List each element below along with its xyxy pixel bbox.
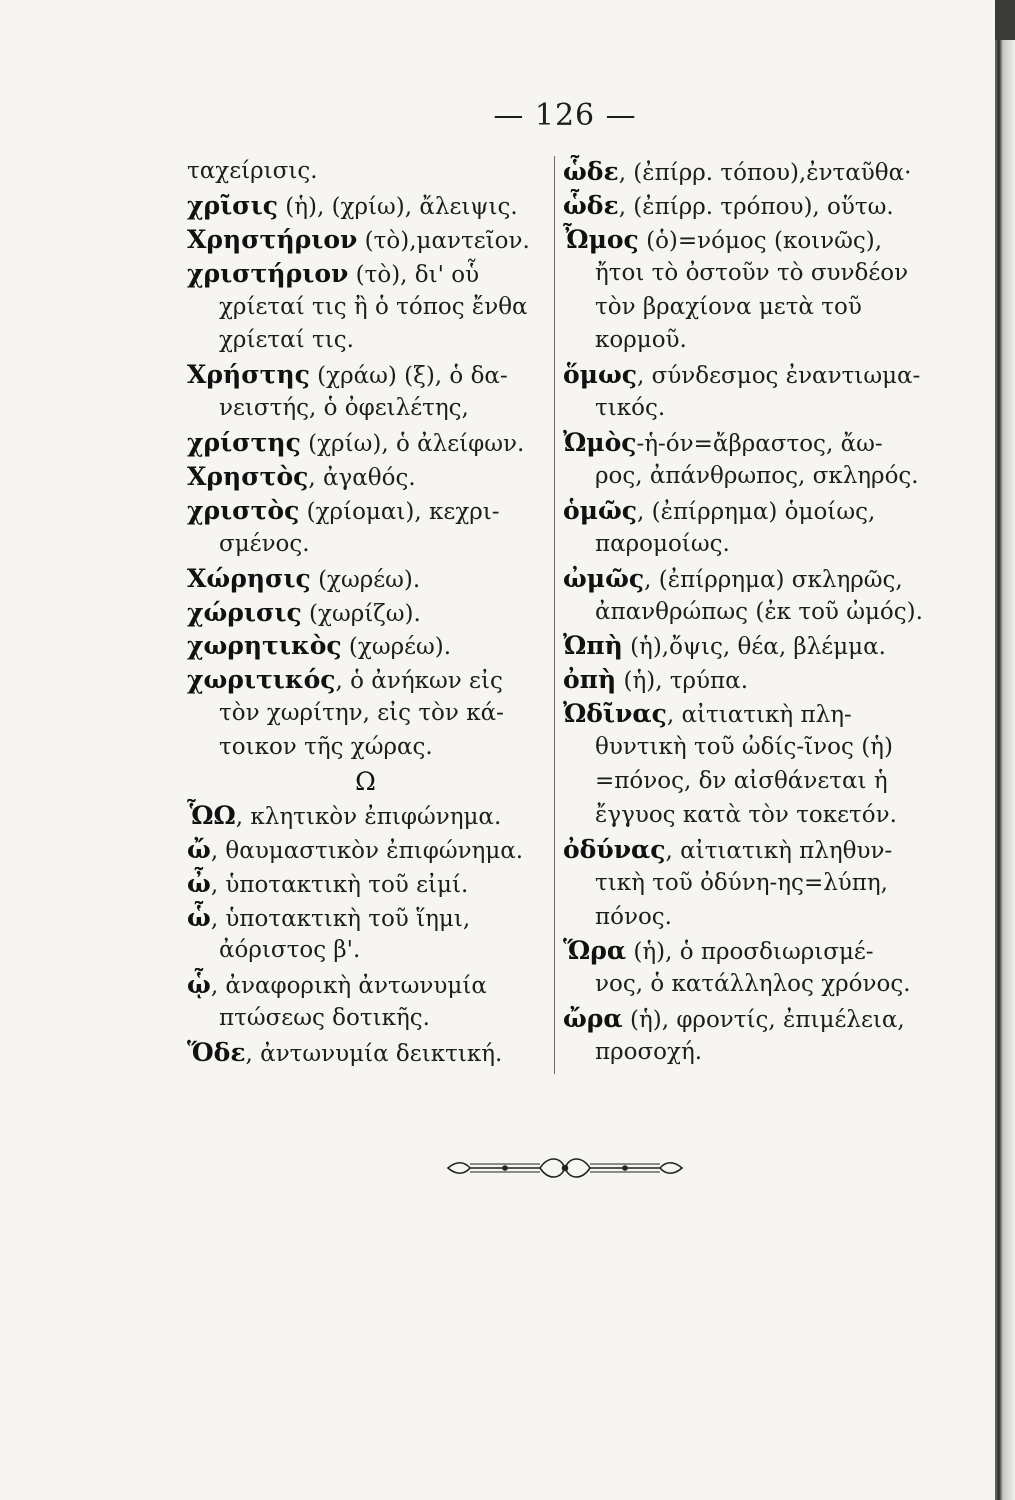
right-column-line: [563, 901, 948, 935]
right-column-line: [563, 528, 948, 562]
headword: ὧ: [187, 902, 211, 932]
headword: ᾧ: [187, 970, 211, 1000]
left-column-line: [187, 324, 552, 358]
left-column-line: [187, 934, 552, 968]
headword: ὤ: [187, 834, 211, 864]
left-column: [187, 155, 552, 1070]
headword: χριστὸς: [187, 495, 300, 525]
definition-text: (χωρίζω).: [301, 600, 421, 627]
left-column-line: [187, 358, 552, 392]
left-column-line: [187, 731, 552, 765]
headword: ὀπὴ: [563, 665, 617, 695]
right-column-line: [563, 731, 948, 765]
left-column-line: [187, 663, 552, 697]
definition-text: κορμοῦ.: [595, 327, 687, 354]
definition-text: τοικον τῆς χώρας.: [219, 734, 433, 761]
right-column-line: [563, 223, 948, 257]
definition-text: (τὸ), δι' οὗ: [348, 261, 480, 288]
definition-text: , θαυμαστικὸν ἐπιφώνημα.: [210, 837, 524, 864]
right-column-line: [563, 257, 948, 291]
definition-text: τὸν χωρίτην, εἰς τὸν κά-: [219, 700, 504, 727]
section-letter: Ω: [355, 767, 376, 797]
right-column-line: [563, 494, 948, 528]
ornament-divider: [440, 1152, 690, 1182]
adjacent-page-edge: [995, 0, 1015, 1500]
right-column-line: [563, 765, 948, 799]
right-column-line: [563, 291, 948, 325]
headword: χωρητικὸς: [187, 631, 342, 661]
definition-text: ταχείρισις.: [187, 158, 318, 184]
definition-text: ἀπανθρώπως (ἐκ τοῦ ὠμός).: [595, 598, 923, 625]
definition-text: χρίεταί τις.: [219, 327, 354, 354]
headword: χωριτικός: [187, 665, 336, 695]
right-column-line: [563, 968, 948, 1002]
headword: ὠμῶς: [563, 563, 645, 593]
headword: Χρήστης: [187, 360, 310, 390]
definition-text: τὸν βραχίονα μετὰ τοῦ: [595, 293, 862, 320]
left-column-line: [187, 629, 552, 663]
right-column-line: [563, 562, 948, 596]
right-column-line: [563, 663, 948, 697]
definition-text: θυντικὴ τοῦ ὠδίς-ῖνος (ἡ): [595, 734, 893, 761]
left-column-line: [187, 968, 552, 1002]
left-column-line: [187, 460, 552, 494]
definition-text: (χωρέω).: [341, 634, 452, 661]
definition-text: , ἀγαθός.: [308, 465, 416, 492]
definition-text: (ἡ), φροντίς, ἐπιμέλεια,: [622, 1007, 905, 1034]
definition-text: , ὑποτακτικὴ τοῦ εἰμί.: [210, 871, 469, 898]
right-column-line: [563, 324, 948, 358]
headword: ὯΩ: [187, 800, 236, 830]
headword: Χώρησις: [187, 563, 311, 593]
definition-text: , (ἐπίρρ. τόπου),ἐνταῦθα·: [618, 160, 912, 186]
right-column-line: [563, 934, 948, 968]
definition-text: τικός.: [595, 395, 666, 422]
definition-text: (χράω) (ξ), ὁ δα-: [309, 363, 508, 390]
headword: Ὠμὸς: [563, 428, 637, 458]
definition-text: παρομοίως.: [595, 530, 730, 557]
headword: Ὦμος: [563, 224, 639, 254]
headword: ὁμῶς: [563, 495, 637, 525]
definition-text: , κλητικὸν ἐπιφώνημα.: [235, 803, 502, 830]
right-column-line: [563, 189, 948, 223]
left-column-line: [187, 155, 552, 189]
definition-text: (τὸ),μαντεῖον.: [357, 227, 530, 254]
definition-text: ρος, ἀπάνθρωπος, σκληρός.: [595, 463, 919, 490]
headword: Ὠδῖνας: [563, 699, 667, 729]
definition-text: τικὴ τοῦ ὀδύνη-ης=λύπη,: [595, 869, 888, 896]
definition-text: (χρίω), ὁ ἀλείφων.: [300, 431, 525, 458]
left-column-line: [187, 1036, 552, 1070]
right-column-line: [563, 629, 948, 663]
definition-text: , ἀναφορικὴ ἀντωνυμία: [210, 973, 487, 1000]
definition-text: (ἡ),ὄψις, θέα, βλέμμα.: [622, 634, 886, 661]
headword: χριστήριον: [187, 258, 349, 288]
definition-text: , (ἐπίρρημα) ὁμοίως,: [637, 498, 876, 525]
definition-text: πτώσεως δοτικῆς.: [219, 1005, 430, 1032]
headword: Ὅδε: [187, 1038, 246, 1068]
headword: Ὥρα: [563, 936, 627, 966]
column-divider: [554, 156, 555, 1074]
definition-text: προσοχή.: [595, 1039, 703, 1066]
definition-text: (χωρέω).: [310, 566, 421, 593]
definition-text: νειστής, ὁ ὀφειλέτης,: [219, 395, 469, 422]
left-column-line: [187, 426, 552, 460]
right-column-line: [563, 596, 948, 630]
definition-text: , αἰτιατικὴ πλη-: [666, 702, 852, 729]
definition-text: (ὁ)=νόμος (κοινῶς),: [638, 227, 883, 254]
headword: ὤρα: [563, 1004, 623, 1034]
left-column-line: [187, 697, 552, 731]
right-column-line: [563, 426, 948, 460]
right-column-line: [563, 358, 948, 392]
page-number: — 126 —: [493, 98, 637, 133]
right-column-line: [563, 392, 948, 426]
definition-text: (ἡ), (χρίω), ἄλειψις.: [277, 193, 518, 220]
definition-text: (χρίομαι), κεχρι-: [299, 498, 500, 525]
definition-text: (ἡ), τρύπα.: [616, 668, 749, 695]
left-column-line: [187, 528, 552, 562]
right-column-line: [563, 697, 948, 731]
left-column-line: [187, 833, 552, 867]
definition-text: ἔγγυος κατὰ τὸν τοκετόν.: [595, 801, 897, 828]
right-column-line: [563, 1002, 948, 1036]
left-column-line: [187, 901, 552, 935]
definition-text: , ὑποτακτικὴ τοῦ ἵημι,: [210, 905, 471, 932]
definition-text: , σύνδεσμος ἐναντιωμα-: [637, 363, 921, 390]
left-column-line: [187, 494, 552, 528]
left-column-line: [187, 799, 552, 833]
definition-text: χρίεταί τις ἢ ὁ τόπος ἔνθα: [219, 293, 528, 320]
binding-shadow: [995, 0, 1015, 40]
right-column: [563, 155, 948, 1070]
definition-text: ἀόριστος β'.: [219, 937, 361, 964]
left-column-line: [187, 291, 552, 325]
left-column-line: [187, 1002, 552, 1036]
definition-text: ἤτοι τὸ ὀστοῦν τὸ συνδέον: [595, 259, 909, 286]
left-column-line: [187, 596, 552, 630]
headword: χώρισις: [187, 597, 302, 627]
left-column-line: [187, 189, 552, 223]
left-column-line: [187, 392, 552, 426]
headword: Ὠπὴ: [563, 631, 623, 661]
definition-text: νος, ὁ κατάλληλος χρόνος.: [595, 971, 911, 998]
right-column-line: [563, 867, 948, 901]
right-column-line: [563, 155, 948, 189]
right-column-line: [563, 833, 948, 867]
headword: χρίστης: [187, 428, 301, 458]
left-column-line: [187, 867, 552, 901]
left-column-line: [187, 562, 552, 596]
headword: ὧδε: [563, 190, 619, 220]
headword: ὧδε: [563, 157, 619, 186]
definition-text: , (ἐπίρρημα) σκληρῶς,: [644, 566, 903, 593]
headword: ὦ: [187, 868, 211, 898]
headword: ὅμως: [563, 360, 637, 390]
definition-text: =πόνος, δν αἰσθάνεται ἡ: [595, 768, 888, 795]
definition-text: , ἀντωνυμία δεικτική.: [245, 1041, 503, 1068]
left-column-line: [187, 223, 552, 257]
left-column-line: [187, 257, 552, 291]
right-column-line: [563, 1036, 948, 1070]
headword: Χρηστήριον: [187, 224, 358, 254]
right-column-line: [563, 460, 948, 494]
definition-text: , αἰτιατικὴ πληθυν-: [665, 837, 893, 864]
definition-text: σμένος.: [219, 530, 310, 557]
definition-text: (ἡ), ὁ προσδιωρισμέ-: [626, 939, 874, 966]
definition-text: πόνος.: [595, 903, 672, 930]
headword: ὀδύνας: [563, 834, 666, 864]
definition-text: , (ἐπίρρ. τρόπου), οὕτω.: [618, 193, 894, 220]
definition-text: -ἡ-όν=ἄβραστος, ἄω-: [636, 431, 883, 458]
left-column-line: [187, 765, 552, 799]
headword: χρῖσις: [187, 190, 278, 220]
headword: Χρηστὸς: [187, 462, 309, 492]
definition-text: , ὁ ἀνήκων εἰς: [335, 668, 503, 695]
right-column-line: [563, 799, 948, 833]
